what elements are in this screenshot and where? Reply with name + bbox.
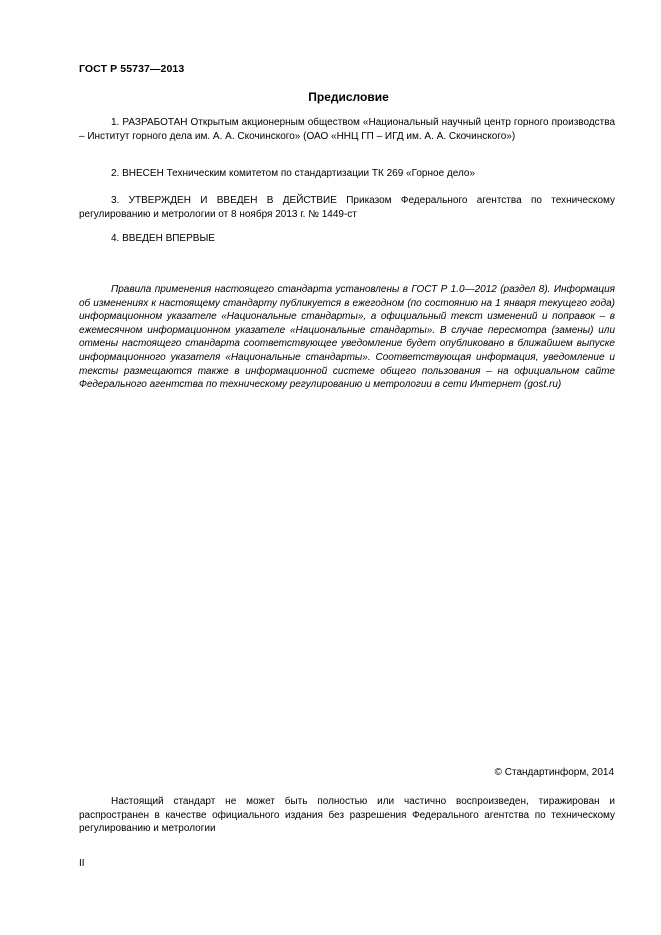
paragraph-first-introduced: 4. ВВЕДЕН ВПЕРВЫЕ (111, 233, 215, 244)
reproduction-notice: Настоящий стандарт не может быть полностью или частично воспроизведен, тиражирован и распространен в качестве официального издания без разрешения Федерального агентства по техническому регулированию и метрологии (79, 796, 615, 835)
paragraph-approved: 3. УТВЕРЖДЕН И ВВЕДЕН В ДЕЙСТВИЕ Приказом Федерального агентства по техническому регулированию и метрологии от 8 ноября 2013 г. № 1449-ст (79, 195, 615, 220)
paragraph-introduced-by: 2. ВНЕСЕН Техническим комитетом по стандартизации ТК 269 «Горное дело» (111, 168, 476, 179)
copyright-line: © Стандартинформ, 2014 (494, 767, 614, 778)
standard-code-header: ГОСТ Р 55737—2013 (79, 63, 185, 75)
paragraph-developed-by: 1. РАЗРАБОТАН Открытым акционерным обществом «Национальный научный центр горного производства – Институт горного дела им. А. А. Скочинского» (ОАО «ННЦ ГП – ИГД им. А. А. Скочинского») (79, 117, 615, 142)
page-title: Предисловие (308, 90, 389, 104)
rules-of-application-notice: Правила применения настоящего стандарта установлены в ГОСТ Р 1.0—2012 (раздел 8). Информация об изменениях к настоящему стандарту публикуется в ежегодном (по состоянию на 1 января текущего года) информационном указателе «Национальные стандарты», а официальный текст изменений и поправок – в ежемесячном информационном указателе «Национальные стандарты». В случае пересмотра (замены) или отмены настоящего стандарта соответствующее уведомление будет опубликовано в ближайшем выпуске информационного указателя «Национальные стандарты». Соответствующая информация, уведомление и тексты размещаются также в информационной системе общего пользования – на официальном сайте Федерального агентства по техническому регулированию и метрологии в сети Интернет (gost.ru) (79, 284, 615, 391)
page-number: II (79, 858, 85, 869)
